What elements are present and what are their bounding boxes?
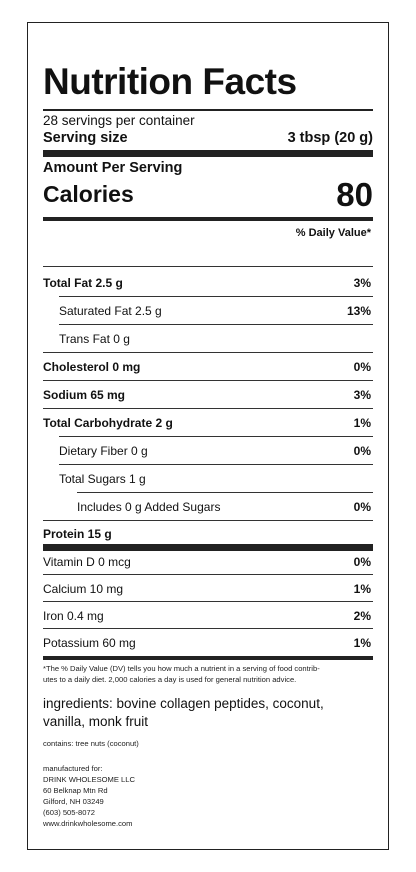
vitamin-row (43, 601, 373, 629)
nutrient-dv: 0% (353, 443, 371, 458)
nutrient-row (43, 492, 373, 520)
vitamin-dv: 1% (353, 581, 371, 596)
vitamin-row (43, 574, 373, 602)
calories-value: 80 (336, 176, 373, 213)
nutrient-label: Cholesterol 0 mg (43, 359, 141, 374)
vitamin-row (43, 547, 373, 575)
nutrient-row (43, 519, 373, 547)
nutrient-label: Includes 0 g Added Sugars (77, 499, 221, 514)
nutrient-row (43, 324, 373, 352)
nutrient-row (43, 464, 373, 492)
calories-row (43, 178, 373, 211)
nutrient-label: Dietary Fiber 0 g (59, 443, 148, 458)
nutrient-label: Total Carbohydrate 2 g (43, 415, 173, 430)
manufacturer-phone: (603) 505-8072 (43, 808, 95, 817)
vitamin-label: Potassium 60 mg (43, 635, 136, 650)
serving-size-row (43, 130, 373, 146)
vitamin-label: Iron 0.4 mg (43, 608, 104, 623)
nutrient-row (43, 296, 373, 324)
servings-per-container: 28 servings per container (43, 113, 195, 128)
manufacturer-info (43, 763, 135, 829)
nutrient-row (43, 352, 373, 380)
manufacturer-name: DRINK WHOLESOME LLC (43, 775, 135, 784)
nutrient-row (43, 268, 373, 296)
vitamin-label: Calcium 10 mg (43, 581, 124, 596)
daily-value-footnote (43, 663, 373, 686)
divider (43, 266, 373, 267)
allergen-statement: contains: tree nuts (coconut) (43, 739, 139, 748)
ingredients-line: ingredients: bovine collagen peptides, coconut, (43, 696, 324, 711)
serving-size-value: 3 tbsp (20 g) (287, 130, 373, 146)
vitamin-dv: 0% (353, 554, 371, 569)
nutrient-dv: 3% (353, 275, 371, 290)
nutrient-label: Trans Fat 0 g (59, 331, 130, 346)
label-title: Nutrition Facts (43, 61, 297, 102)
thick-divider-top (43, 150, 373, 157)
medium-divider (43, 217, 373, 221)
nutrient-label: Sodium 65 mg (43, 387, 126, 402)
nutrient-row (43, 436, 373, 464)
serving-size-label: Serving size (43, 130, 128, 146)
nutrient-label: Total Sugars 1 g (59, 471, 146, 486)
nutrient-row (43, 380, 373, 408)
nutrient-row (43, 408, 373, 436)
nutrient-label: Protein 15 g (43, 526, 112, 541)
calories-label: Calories (43, 181, 134, 207)
label-content (43, 23, 373, 849)
vitamin-dv: 2% (353, 608, 371, 623)
vitamin-label: Vitamin D 0 mcg (43, 554, 131, 569)
nutrient-dv: 0% (353, 499, 371, 514)
manufacturer-line: manufactured for: (43, 764, 103, 773)
manufacturer-address: 60 Belknap Mtn Rd (43, 786, 108, 795)
ingredients (43, 695, 369, 731)
nutrient-dv: 13% (346, 303, 371, 318)
ingredients-line: vanilla, monk fruit (43, 713, 149, 729)
amount-per-serving: Amount Per Serving (43, 160, 183, 176)
bottom-divider (43, 656, 373, 660)
footnote-line: utes to a daily diet. 2,000 calories a day is used for general nutrition advice. (43, 675, 297, 685)
vitamin-row (43, 628, 373, 656)
daily-value-header: % Daily Value* (295, 227, 371, 239)
nutrient-dv: 3% (353, 387, 371, 402)
manufacturer-city: Gilford, NH 03249 (43, 797, 104, 806)
nutrient-label: Saturated Fat 2.5 g (59, 303, 162, 318)
nutrient-dv: 1% (353, 415, 371, 430)
nutrition-facts-label (27, 22, 389, 850)
footnote-line: *The % Daily Value (DV) tells you how much a nutrient in a serving of food contrib- (43, 664, 320, 673)
nutrient-dv: 0% (353, 359, 371, 374)
nutrient-label: Total Fat 2.5 g (43, 275, 123, 290)
vitamin-dv: 1% (353, 635, 371, 650)
manufacturer-website: www.drinkwholesome.com (43, 819, 133, 828)
title-divider (43, 109, 373, 111)
